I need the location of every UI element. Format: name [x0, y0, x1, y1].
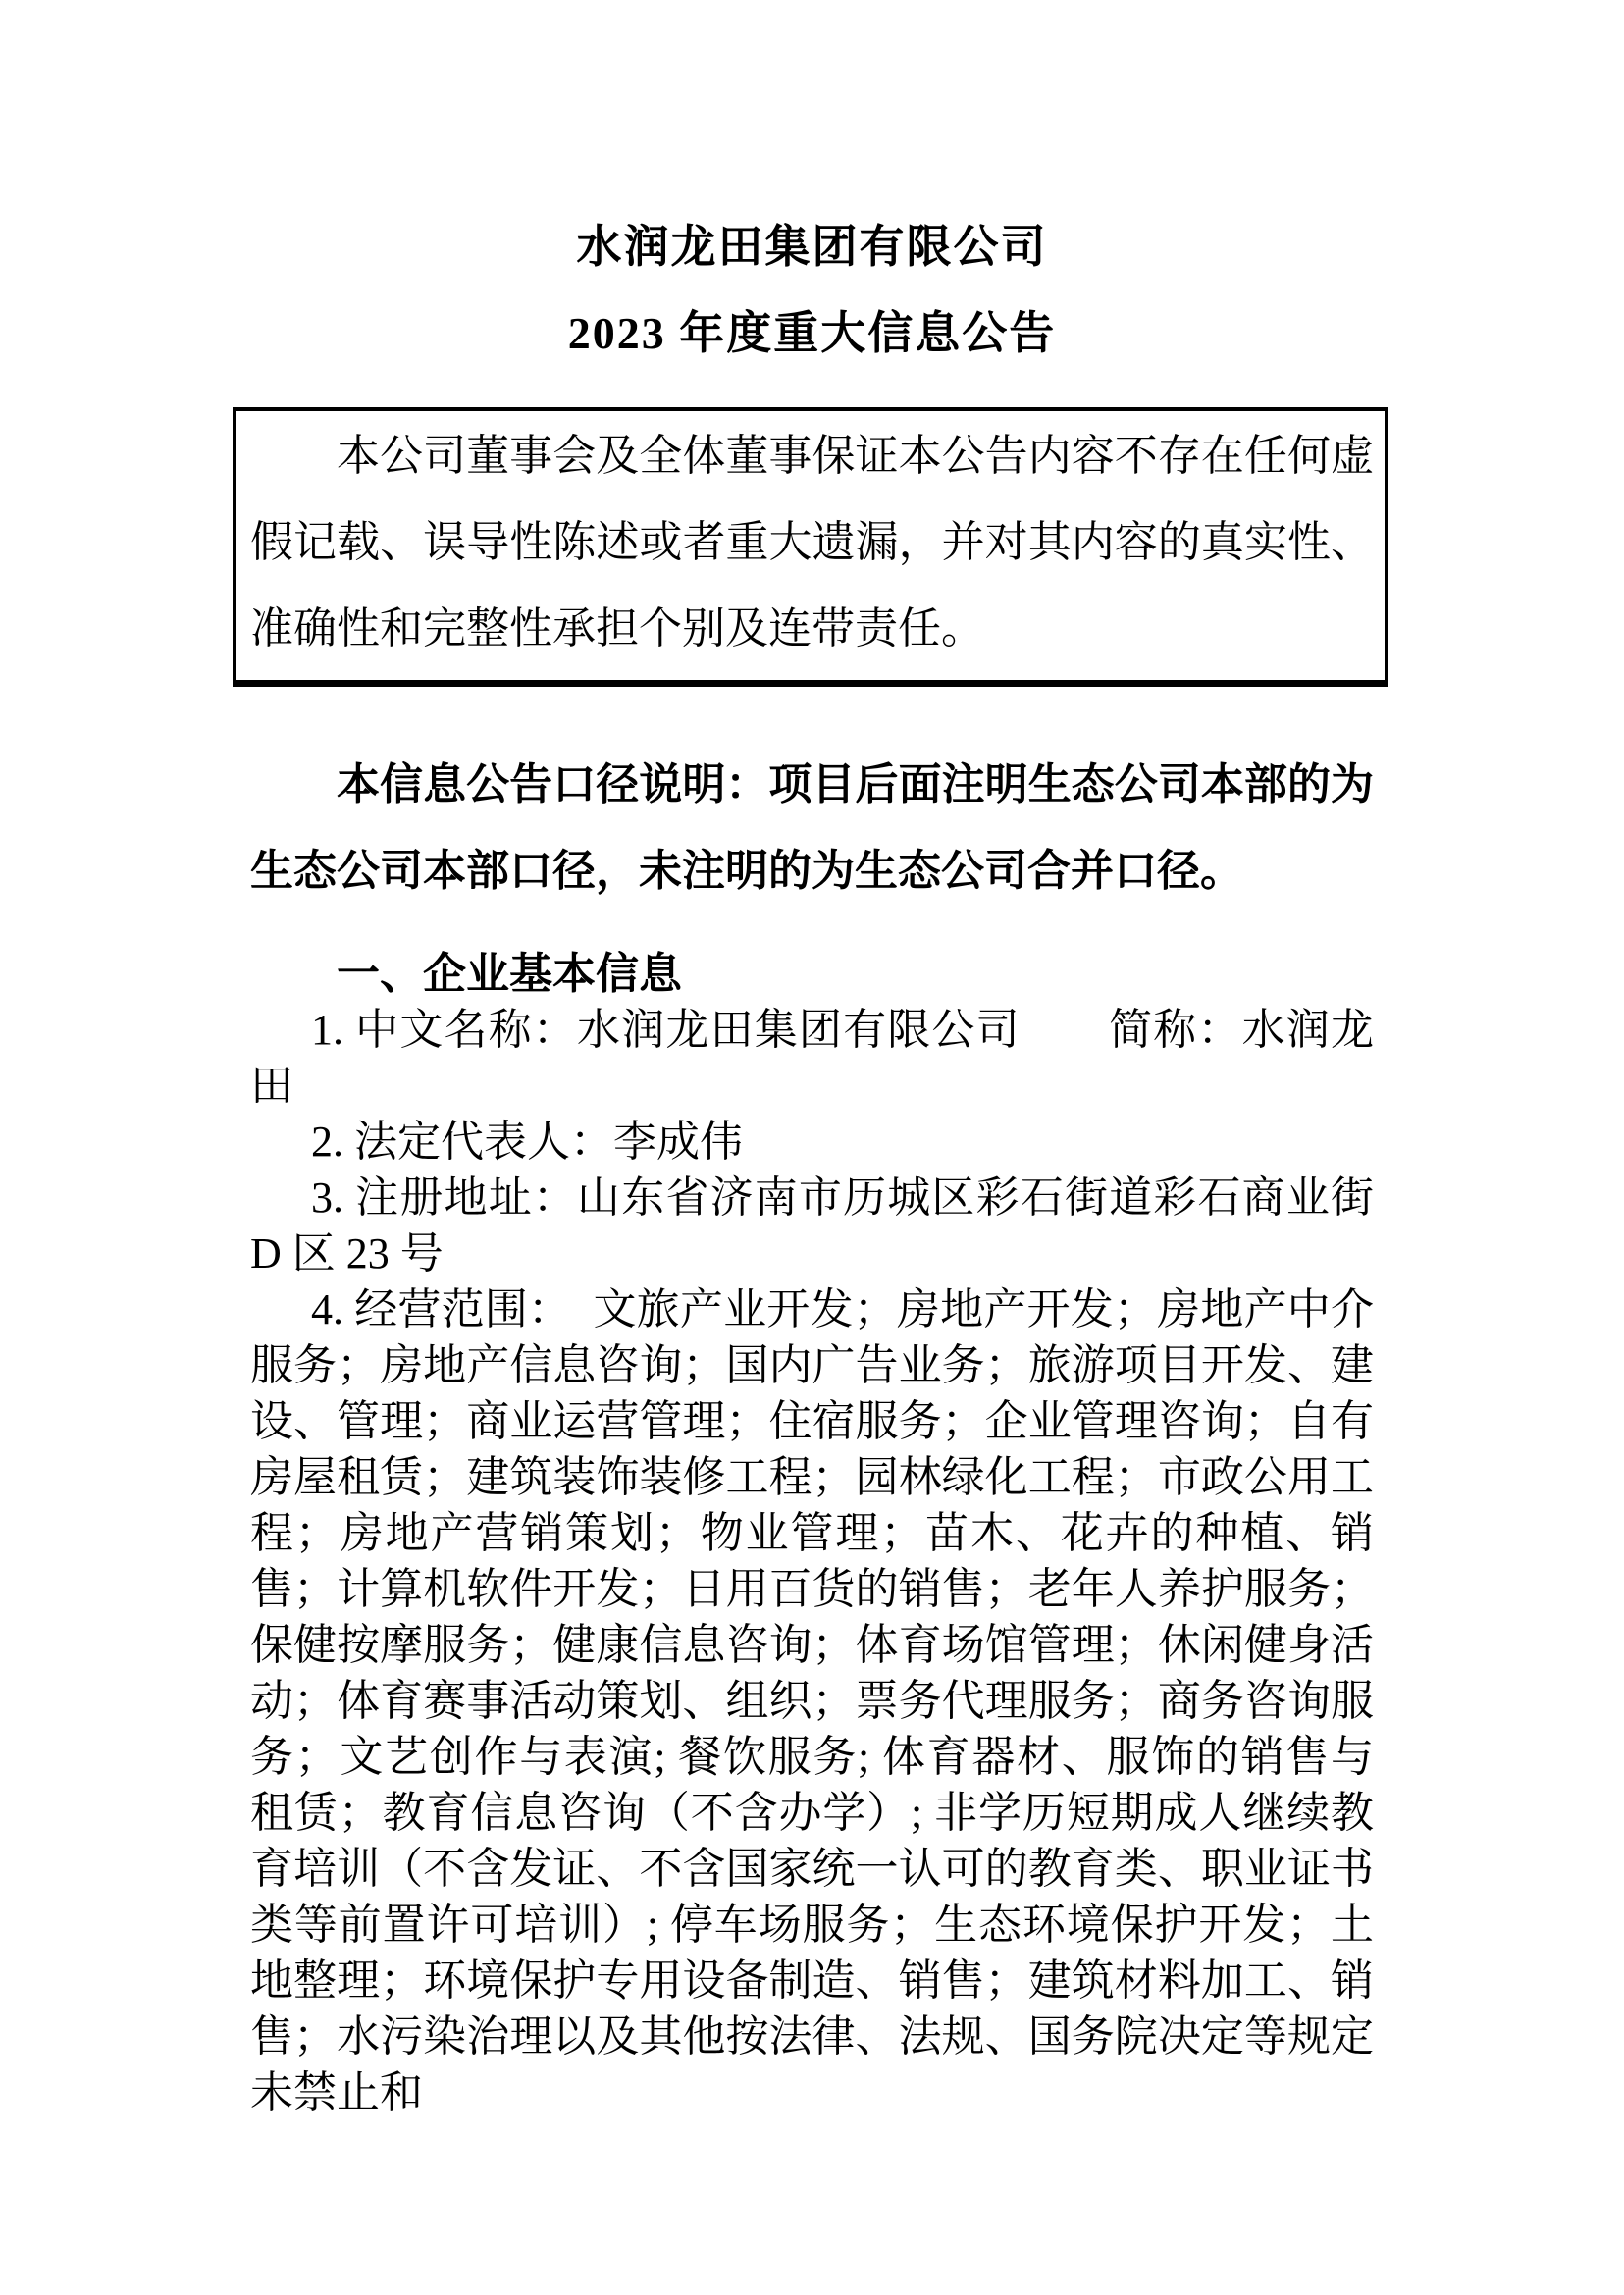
document-subtitle: 2023 年度重大信息公告	[567, 308, 1057, 358]
item-business-scope: 4. 经营范围： 文旅产业开发；房地产开发；房地产中介服务；房地产信息咨询；国内广告业务；旅游项目开发、建设、管理；商业运营管理；住宿服务；企业管理咨询；自有房屋租赁；建筑装饰装修工程；园林绿化工程；市政公用工程；房地产营销策划；物业管理；苗木、花卉的种植、销售；计算机软件开发；日用百货的销售；老年人养护服务；保健按摩服务；健康信息咨询；体育场馆管理；休闲健身活动；体育赛事活动策划、组织；票务代理服务；商务咨询服务；文艺创作与表演; 餐饮服务; 体育器材、服饰的销售与租赁；教育信息咨询（不含办学）; 非学历短期成人继续教育培训（不含发证、不含国家统一认可的教育类、职业证书类等前置许可培训）; 停车场服务；生态环境保护开发；土地整理；环境保护专用设备制造、销售；建筑材料加工、销售；水污染治理以及其他按法律、法规、国务院决定等规定未禁止和	[250, 1285, 1374, 2116]
section-heading-basic-info: 一、企业基本信息	[337, 950, 682, 998]
disclosure-scope-note: 本信息公告口径说明：项目后面注明生态公司本部的为生态公司本部口径，未注明的为生态公司合并口径。	[250, 760, 1374, 895]
item-legal-representative: 2. 法定代表人：李成伟	[311, 1118, 743, 1166]
item-registered-address: 3. 注册地址：山东省济南市历城区彩石街道彩石商业街 D 区 23 号	[250, 1174, 1374, 1278]
document-title: 水润龙田集团有限公司	[576, 222, 1048, 272]
board-declaration-text: 本公司董事会及全体董事保证本公告内容不存在任何虚假记载、误导性陈述或者重大遗漏，并对其内容的真实性、准确性和完整性承担个别及连带责任。	[250, 432, 1374, 652]
board-declaration-box	[233, 407, 1388, 687]
item-chinese-name: 1. 中文名称：水润龙田集团有限公司 简称：水润龙田	[250, 1006, 1374, 1110]
